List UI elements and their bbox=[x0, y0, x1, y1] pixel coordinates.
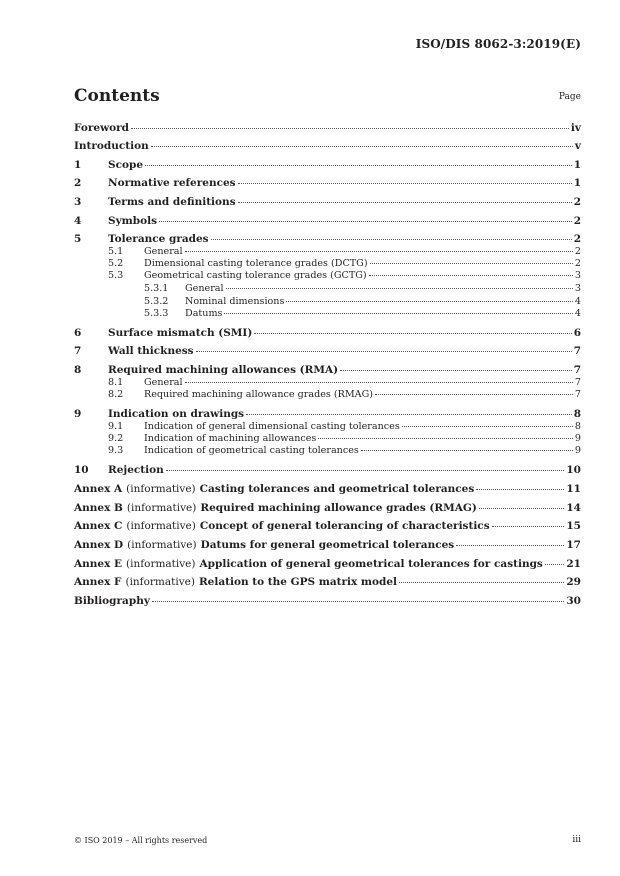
toc-page: 4 bbox=[574, 308, 581, 319]
toc-label: Bibliography bbox=[74, 595, 150, 607]
toc-label: Tolerance grades bbox=[108, 233, 209, 245]
toc-label: Required machining allowance grades (RMAG) bbox=[200, 502, 477, 514]
toc-number: 8.2 bbox=[108, 389, 124, 400]
toc-label: Symbols bbox=[108, 215, 158, 227]
toc-number: 9.3 bbox=[108, 445, 124, 456]
dot-leader bbox=[286, 301, 573, 302]
toc-page: 1 bbox=[573, 177, 581, 189]
toc-entry-annex-d[interactable] bbox=[74, 539, 581, 551]
toc-entry-annex-a[interactable] bbox=[74, 483, 581, 495]
toc-page: 2 bbox=[574, 246, 581, 257]
annex-informative-tag: (informative) bbox=[126, 558, 196, 570]
toc-page: 2 bbox=[573, 215, 581, 227]
annex-informative-tag: (informative) bbox=[126, 502, 197, 514]
toc-page: iv bbox=[570, 122, 581, 134]
toc-label: Terms and definitions bbox=[108, 196, 236, 208]
toc-number: 5.3.1 bbox=[144, 283, 169, 294]
dot-leader bbox=[185, 382, 573, 383]
dot-leader bbox=[370, 263, 573, 264]
toc-label: Foreword bbox=[74, 122, 130, 134]
toc-page: 2 bbox=[573, 233, 581, 245]
toc-number: 1 bbox=[74, 159, 82, 171]
dot-leader bbox=[238, 202, 572, 203]
toc-number: Annex B bbox=[74, 502, 123, 514]
toc-page: 30 bbox=[566, 595, 581, 607]
toc-number: 9 bbox=[74, 408, 82, 420]
toc-label: Relation to the GPS matrix model bbox=[198, 576, 398, 588]
toc-entry-bibliography[interactable] bbox=[74, 595, 581, 607]
dot-leader bbox=[318, 438, 573, 439]
dot-leader bbox=[151, 146, 573, 147]
dot-leader bbox=[369, 275, 573, 276]
toc-entry-required-machining-allowances[interactable] bbox=[74, 364, 581, 376]
toc-label: Rejection bbox=[108, 464, 164, 476]
toc-label: Indication of geometrical casting tolerances bbox=[144, 445, 359, 456]
dot-leader bbox=[185, 251, 573, 252]
toc-page: 14 bbox=[566, 502, 581, 514]
toc-label: Indication of general dimensional casting tolerances bbox=[144, 421, 400, 432]
toc-entry-9-2[interactable] bbox=[74, 433, 581, 444]
toc-page: 6 bbox=[573, 327, 581, 339]
toc-page: 2 bbox=[574, 258, 581, 269]
toc-label: Required machining allowance grades (RMAG) bbox=[144, 389, 374, 400]
dot-leader bbox=[402, 426, 573, 427]
toc-entry-5-1-general[interactable] bbox=[74, 246, 581, 257]
toc-number: 5.2 bbox=[108, 258, 124, 269]
toc-page: 9 bbox=[574, 445, 581, 456]
toc-page: 8 bbox=[574, 421, 581, 432]
toc-page: 10 bbox=[566, 464, 581, 476]
toc-number: Annex F bbox=[74, 576, 122, 588]
page-column-label: Page bbox=[558, 92, 581, 102]
toc-entry-annex-c[interactable] bbox=[74, 520, 581, 532]
toc-page: 17 bbox=[566, 539, 581, 551]
toc-label: Nominal dimensions bbox=[185, 296, 285, 307]
toc-number: 5.3.3 bbox=[144, 308, 169, 319]
toc-label: Casting tolerances and geometrical tolerances bbox=[199, 483, 475, 495]
toc-entry-indication-on-drawings[interactable] bbox=[74, 408, 581, 420]
toc-page: 3 bbox=[574, 283, 581, 294]
toc-entry-annex-f[interactable] bbox=[74, 576, 581, 588]
toc-page: 3 bbox=[574, 270, 581, 281]
dot-leader bbox=[254, 333, 571, 334]
dot-leader bbox=[226, 288, 573, 289]
dot-leader bbox=[152, 601, 564, 602]
toc-number: 6 bbox=[74, 327, 82, 339]
footer-page-number: iii bbox=[572, 835, 581, 845]
toc-entry-8-1-general[interactable] bbox=[74, 377, 581, 388]
toc-page: 21 bbox=[566, 558, 581, 570]
toc-page: 15 bbox=[566, 520, 581, 532]
toc-label: Geometrical casting tolerance grades (GCTG) bbox=[144, 270, 367, 281]
dot-leader bbox=[224, 313, 572, 314]
dot-leader bbox=[145, 165, 572, 166]
toc-label: General bbox=[185, 283, 224, 294]
dot-leader bbox=[479, 508, 565, 509]
toc-label: Datums for general geometrical tolerances bbox=[200, 539, 455, 551]
annex-informative-tag: (informative) bbox=[126, 483, 196, 495]
toc-label: Wall thickness bbox=[108, 345, 194, 357]
toc-entry-9-1[interactable] bbox=[74, 421, 581, 432]
toc-number: 9.1 bbox=[108, 421, 124, 432]
toc-entry-surface-mismatch[interactable] bbox=[74, 327, 581, 339]
toc-number: Annex C bbox=[74, 520, 123, 532]
toc-entry-terms-and-definitions[interactable] bbox=[74, 196, 581, 208]
toc-label: Surface mismatch (SMI) bbox=[108, 327, 253, 339]
toc-entry-5-3-2-nominal-dimensions[interactable] bbox=[74, 296, 581, 307]
dot-leader bbox=[361, 450, 573, 451]
dot-leader bbox=[211, 239, 572, 240]
dot-leader bbox=[159, 221, 572, 222]
annex-informative-tag: (informative) bbox=[126, 520, 196, 532]
toc-page: 2 bbox=[573, 196, 581, 208]
toc-entry-foreword[interactable] bbox=[74, 122, 581, 134]
toc-entry-tolerance-grades[interactable] bbox=[74, 233, 581, 245]
toc-number: 4 bbox=[74, 215, 82, 227]
toc-label: Scope bbox=[108, 159, 144, 171]
toc-number: 5 bbox=[74, 233, 82, 245]
toc-number: 8.1 bbox=[108, 377, 124, 388]
toc-number: Annex E bbox=[74, 558, 123, 570]
toc-number: 9.2 bbox=[108, 433, 124, 444]
toc-page: v bbox=[574, 140, 581, 152]
dot-leader bbox=[246, 414, 572, 415]
dot-leader bbox=[375, 394, 573, 395]
dot-leader bbox=[238, 183, 572, 184]
toc-page: 7 bbox=[574, 377, 581, 388]
toc-number: Annex A bbox=[74, 483, 123, 495]
toc-label: Application of general geometrical tolerances for castings bbox=[199, 558, 543, 570]
toc-label: Indication on drawings bbox=[108, 408, 245, 420]
toc-page: 29 bbox=[566, 576, 581, 588]
toc-entry-wall-thickness[interactable] bbox=[74, 345, 581, 357]
dot-leader bbox=[166, 470, 565, 471]
toc-entry-8-2-rmag[interactable] bbox=[74, 389, 581, 400]
toc-entry-normative-references[interactable] bbox=[74, 177, 581, 189]
toc-label: Introduction bbox=[74, 140, 149, 152]
toc-label: Concept of general tolerancing of characteristics bbox=[199, 520, 490, 532]
toc-number: 5.3 bbox=[108, 270, 124, 281]
toc-entry-scope[interactable] bbox=[74, 159, 581, 171]
toc-number: 8 bbox=[74, 364, 82, 376]
toc-number: 2 bbox=[74, 177, 82, 189]
toc-label: General bbox=[144, 246, 183, 257]
dot-leader bbox=[545, 564, 565, 565]
toc-entry-symbols[interactable] bbox=[74, 215, 581, 227]
toc-page: 11 bbox=[566, 483, 581, 495]
document-id-header: ISO/DIS 8062-3:2019(E) bbox=[415, 37, 581, 51]
annex-informative-tag: (informative) bbox=[127, 539, 197, 551]
dot-leader bbox=[492, 526, 565, 527]
toc-page: 8 bbox=[573, 408, 581, 420]
toc-number: 5.3.2 bbox=[144, 296, 169, 307]
toc-number: 5.1 bbox=[108, 246, 124, 257]
toc-entry-introduction[interactable] bbox=[74, 140, 581, 152]
page-title: Contents bbox=[74, 86, 160, 106]
toc-entry-5-3-gctg[interactable] bbox=[74, 270, 581, 281]
annex-informative-tag: (informative) bbox=[125, 576, 195, 588]
toc-entry-annex-e[interactable] bbox=[74, 558, 581, 570]
toc-entry-5-3-3-datums[interactable] bbox=[74, 308, 581, 319]
toc-number: Annex D bbox=[74, 539, 124, 551]
copyright-footer: © ISO 2019 – All rights reserved bbox=[74, 836, 208, 845]
toc-entry-rejection[interactable] bbox=[74, 464, 581, 476]
dot-leader bbox=[131, 128, 569, 129]
toc-page: 7 bbox=[573, 364, 581, 376]
toc-page: 9 bbox=[574, 433, 581, 444]
toc-page: 1 bbox=[573, 159, 581, 171]
toc-entry-annex-b[interactable] bbox=[74, 502, 581, 514]
toc-label: Indication of machining allowances bbox=[144, 433, 317, 444]
toc-label: Normative references bbox=[108, 177, 236, 189]
toc-entry-5-2-dctg[interactable] bbox=[74, 258, 581, 269]
dot-leader bbox=[399, 582, 564, 583]
toc-label: Datums bbox=[185, 308, 223, 319]
toc-label: Required machining allowances (RMA) bbox=[108, 364, 339, 376]
toc-number: 10 bbox=[74, 464, 89, 476]
dot-leader bbox=[476, 489, 564, 490]
dot-leader bbox=[340, 370, 572, 371]
toc-entry-5-3-1-general[interactable] bbox=[74, 283, 581, 294]
dot-leader bbox=[456, 545, 564, 546]
toc-number: 7 bbox=[74, 345, 82, 357]
toc-number: 3 bbox=[74, 196, 82, 208]
dot-leader bbox=[196, 351, 572, 352]
toc-label: Dimensional casting tolerance grades (DCTG) bbox=[144, 258, 368, 269]
toc-label: General bbox=[144, 377, 183, 388]
toc-page: 4 bbox=[574, 296, 581, 307]
toc-page: 7 bbox=[573, 345, 581, 357]
toc-entry-9-3[interactable] bbox=[74, 445, 581, 456]
toc-page: 7 bbox=[574, 389, 581, 400]
